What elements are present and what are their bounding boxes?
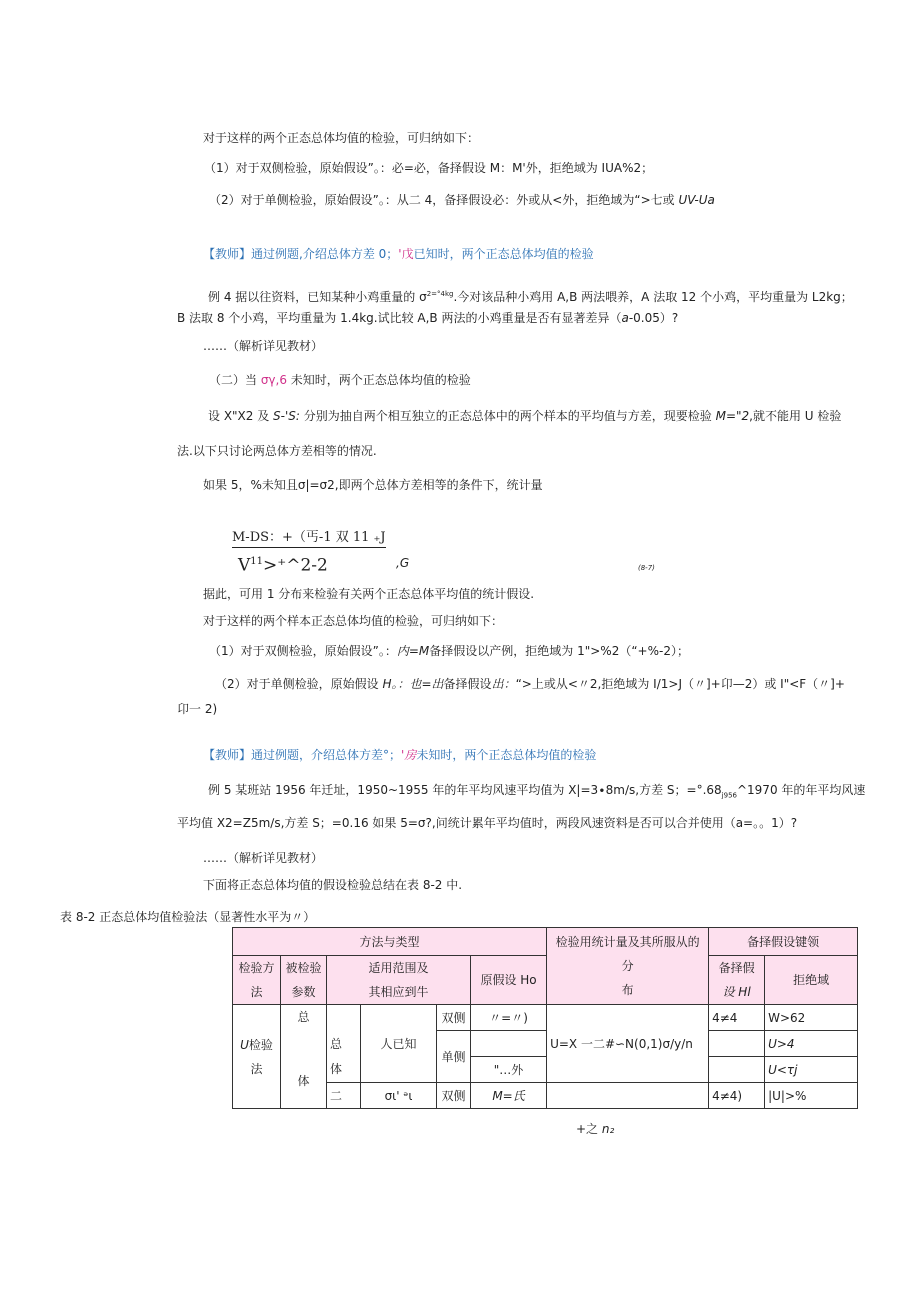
para-two-sided-rule: （1）对于双侧检验，原始假设”。：必=必，备择假设 M：M'外，拒绝域为 IUA%2； — [204, 161, 654, 175]
header-rejection-region: 拒绝域 — [765, 956, 858, 1005]
para-summary-intro: 对于这样的两个正态总体均值的检验，可归纳如下： — [203, 131, 480, 145]
table-footer-formula: +之 n₂ — [576, 1122, 615, 1136]
cell-alt-blank-1 — [709, 1031, 765, 1057]
para-t-distribution: 据此，可用 1 分布来检验有关两个正态总体平均值的统计假设. — [203, 587, 535, 601]
cell-scope-blank — [327, 1005, 361, 1031]
cell-null-2: "…外 — [471, 1057, 547, 1083]
cell-two-sided: 双侧 — [437, 1005, 471, 1031]
formula-g: ,G — [396, 556, 410, 570]
para-setup-line-2: 法.以下只讨论两总体方差相等的情况. — [177, 444, 377, 458]
para-one-sided-rule-2-cont: 卬一 2) — [177, 702, 218, 716]
cell-two-sided-2: 双侧 — [437, 1083, 471, 1109]
cell-null-3: M=氏 — [471, 1083, 547, 1109]
cell-rej-2: U>4 — [765, 1031, 858, 1057]
cell-known: 人已知 — [361, 1005, 437, 1083]
para-table-intro: 下面将正态总体均值的假设检验总结在表 8-2 中. — [203, 878, 463, 892]
cell-rej-3: U<τj — [765, 1057, 858, 1083]
para-setup-line-1: 设 X"X2 及 S-'S: 分别为抽自两个相互独立的正态总体中的两个样本的平均值与方差，现要检验 M="2,就不能用 U 检验 — [208, 409, 842, 423]
formula-number: (8-7) — [638, 564, 655, 572]
see-textbook-note-2: ……（解析详见教材） — [203, 851, 324, 865]
para-one-sided-rule: （2）对于单侧检验，原始假设”。：从二 4，备择假设必：外或从<外，拒绝域为“>七或 UV-Ua — [209, 193, 715, 207]
cell-alt-1: 4≠4 — [709, 1005, 765, 1031]
example-5-line-1: 例 5 某班站 1956 年迁址，1950~1955 年的年平均风速平均值为 X|=3∙8m∕s,方差 S；$=^\circ.68_{j956}\^{}1970$ 年的年平均风速 — [208, 783, 866, 800]
header-null-hypothesis: 原假设 Ho — [471, 956, 547, 1005]
teacher-note-2: 【教师】通过例题，介绍总体方差°；'房未知时，两个正态总体均值的检验 — [203, 748, 597, 762]
cell-u-test: U检验 法 — [233, 1005, 281, 1109]
header-alternative: 备择假设键领 — [709, 928, 858, 956]
cell-null-blank — [471, 1031, 547, 1057]
cell-scope-b: 体 — [327, 1057, 361, 1083]
mean-test-table — [232, 927, 858, 1109]
cell-one-sided: 单侧 — [437, 1031, 471, 1083]
header-method-type: 方法与类型 — [233, 928, 547, 956]
cell-statistic: U=X 一二#∽N(0,1)σ/y/n — [547, 1005, 709, 1083]
header-parameter: 被检验 参数 — [281, 956, 327, 1005]
cell-scope-a: 总 — [327, 1031, 361, 1057]
example-4-line-1: 例 4 据以往资料，已知某种小鸡重量的 $\sigma^{2=^\circ 4kg}$.今对该品种小鸡用 A,B 两法喂养，A 法取 12 个小鸡，平均重量为 L2kg； — [208, 290, 853, 304]
cell-alt-2: 4≠4) — [709, 1083, 765, 1109]
para-two-sided-rule-2: （1）对于双侧检验，原始假设”。：内=M备择假设以产例，拒绝域为 1">%2（“+%-2）； — [209, 644, 689, 658]
section-2-heading: （二）当 σγ,6 未知时，两个正态总体均值的检验 — [209, 373, 471, 387]
cell-sigma: σι' ᵊι — [361, 1083, 437, 1109]
cell-rej-4: |U|>% — [765, 1083, 858, 1109]
para-statistic-intro: 如果 5，%未知且σ|=σ2,即两个总体方差相等的条件下，统计量 — [203, 478, 543, 492]
cell-parameter: 总 体 — [281, 1005, 327, 1109]
header-scope: 适用范围及 其相应到牛 — [327, 956, 471, 1005]
see-textbook-note-1: ……（解析详见教材） — [203, 339, 324, 353]
example-5-line-2: 平均值 X2=Z5m∕s,方差 S；=0.16 如果 5=σ?,问统计累年平均值时，两段风速资料是否可以合并使用（a=。。1）? — [177, 816, 798, 830]
example-4-line-2: B 法取 8 个小鸡，平均重量为 1.4kg.试比较 A,B 两法的小鸡重量是否有显著差异（a-0.05）? — [177, 311, 679, 325]
para-one-sided-rule-2: （2）对于单侧检验，原始假设 H。：也=出备择假设出：“>上或从<〃2,拒绝域为 I/1>J（〃]+卬—2）或 I"<F（〃]+ — [215, 677, 845, 691]
header-statistic: 检验用统计量及其所服从的分 布 — [547, 928, 709, 1005]
formula-numerator: M-DS：+（丐-1 双 11 ₊J — [232, 530, 386, 548]
cell-scope-c: 二 — [327, 1083, 361, 1109]
cell-statistic-blank — [547, 1083, 709, 1109]
formula-denominator: $V^{11}>^+\^{}2-2$ — [238, 555, 328, 576]
cell-alt-blank-2 — [709, 1057, 765, 1083]
header-test-method: 检验方 法 — [233, 956, 281, 1005]
table-caption: 表 8-2 正态总体均值检验法（显著性水平为〃） — [60, 910, 316, 924]
teacher-note-1: 【教师】通过例题,介绍总体方差 0；'戊已知时，两个正态总体均值的检验 — [203, 247, 594, 261]
para-summary-intro-2: 对于这样的两个样本正态总体均值的检验，可归纳如下： — [203, 614, 504, 628]
cell-rej-1: W>62 — [765, 1005, 858, 1031]
cell-null-1: 〃=〃) — [471, 1005, 547, 1031]
header-alt-hypothesis: 备择假 设 Hl — [709, 956, 765, 1005]
